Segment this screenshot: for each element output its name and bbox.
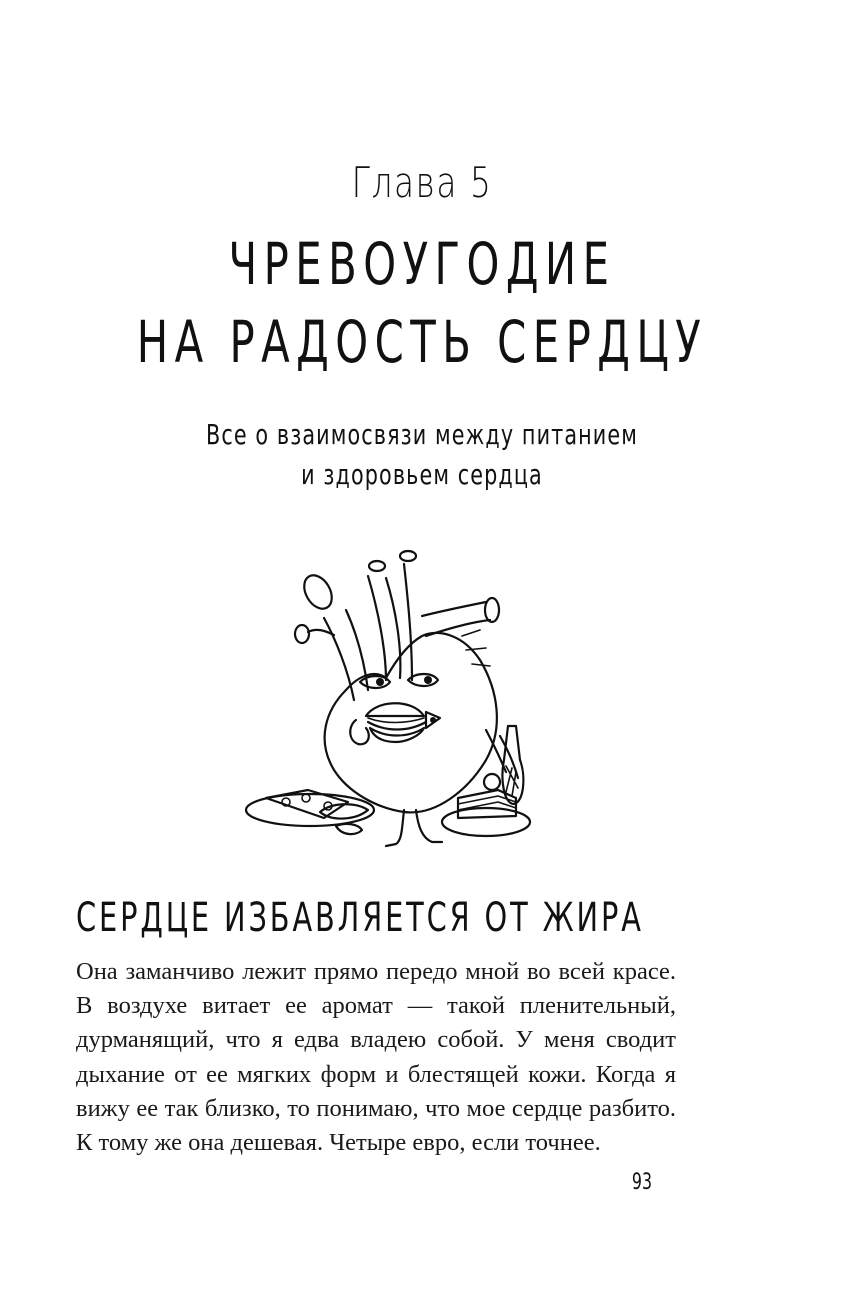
chapter-subtitle-line-2: и здоровьем сердца [301, 458, 543, 491]
chapter-title-line-1: ЧРЕВОУГОДИЕ [228, 230, 616, 298]
heart-eating-icon [236, 540, 556, 850]
body-paragraph: Она заманчиво лежит прямо передо мной во всей красе. В воздухе витает ее аромат — такой пленительный, дурманящий, что я едва владею собой. У меня сводит дыхание от ее мягких форм и блестящей кожи. Когда я вижу ее так близко, то понимаю, что мое сердце разбито. К тому же она дешевая. Четыре евро, если точнее. [76, 958, 676, 1157]
body-paragraph-block [76, 955, 676, 1160]
section-heading: СЕРДЦЕ ИЗБАВЛЯЕТСЯ ОТ ЖИРА [76, 895, 644, 941]
chapter-title [118, 225, 726, 381]
chapter-subtitle-line-1: Все о взаимосвязи между питанием [206, 418, 638, 451]
chapter-label: Глава 5 [351, 158, 493, 207]
page-number: 93 [631, 1170, 653, 1195]
chapter-subtitle [110, 415, 735, 495]
heart-illustration [236, 540, 556, 850]
chapter-title-line-2: НА РАДОСТЬ СЕРДЦУ [136, 308, 708, 376]
